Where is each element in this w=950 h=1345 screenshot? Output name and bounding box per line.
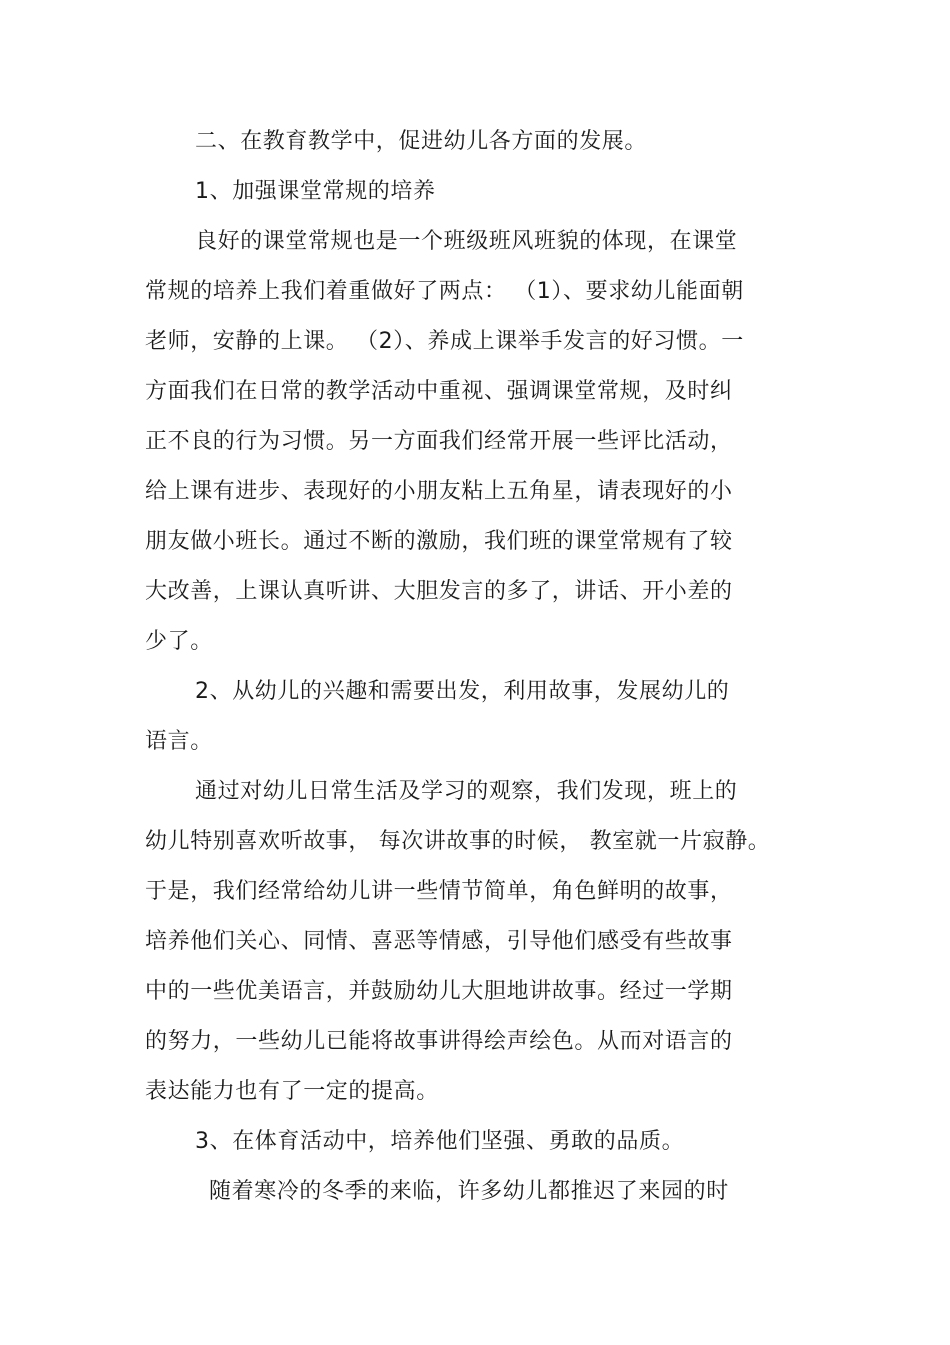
paragraph-line: 老师，安静的上课。 （2）、养成上课举手发言的好习惯。一 <box>145 329 744 354</box>
paragraph-line: 正不良的行为习惯。另一方面我们经常开展一些评比活动， <box>145 429 733 454</box>
paragraph-line: 幼儿特别喜欢听故事， 每次讲故事的时候， 教室就一片寂静。 <box>145 829 771 854</box>
paragraph-line: 语言。 <box>145 729 213 754</box>
paragraph-line: 的努力，一些幼儿已能将故事讲得绘声绘色。从而对语言的 <box>145 1029 733 1054</box>
paragraph-line: 给上课有进步、表现好的小朋友粘上五角星，请表现好的小 <box>145 479 733 504</box>
paragraph-line: 良好的课堂常规也是一个班级班风班貌的体现，在课堂 <box>195 229 738 254</box>
paragraph-line: 通过对幼儿日常生活及学习的观察，我们发现，班上的 <box>195 779 738 804</box>
paragraph-line: 于是，我们经常给幼儿讲一些情节简单，角色鲜明的故事， <box>145 879 733 904</box>
paragraph-line: 朋友做小班长。通过不断的激励，我们班的课堂常规有了较 <box>145 529 733 554</box>
paragraph-line: 大改善，上课认真听讲、大胆发言的多了，讲话、开小差的 <box>145 579 733 604</box>
subsection-heading-3: 3、在体育活动中，培养他们坚强、勇敢的品质。 <box>195 1129 685 1154</box>
paragraph-line: 常规的培养上我们着重做好了两点： （1）、要求幼儿能面朝 <box>145 279 744 304</box>
subsection-heading-1: 1、加强课堂常规的培养 <box>195 179 436 204</box>
paragraph-line: 方面我们在日常的教学活动中重视、强调课堂常规，及时纠 <box>145 379 733 404</box>
paragraph-line: 中的一些优美语言，并鼓励幼儿大胆地讲故事。经过一学期 <box>145 979 733 1004</box>
paragraph-line: 表达能力也有了一定的提高。 <box>145 1079 439 1104</box>
paragraph-line: 少了。 <box>145 629 213 654</box>
paragraph-line: 随着寒冷的冬季的来临，许多幼儿都推迟了来园的时 <box>209 1179 729 1204</box>
subsection-heading-2: 2、从幼儿的兴趣和需要出发，利用故事，发展幼儿的 <box>195 679 730 704</box>
paragraph-line: 培养他们关心、同情、喜恶等情感，引导他们感受有些故事 <box>145 929 733 954</box>
section-heading: 二、在教育教学中，促进幼儿各方面的发展。 <box>195 129 648 154</box>
